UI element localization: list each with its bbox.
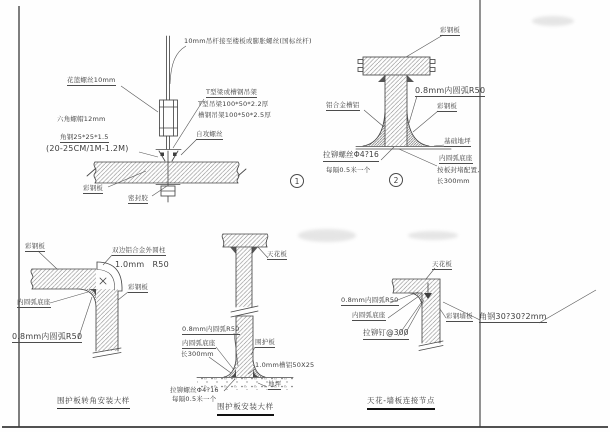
hex-nut-label: 六角螺帽12mm xyxy=(57,115,106,123)
joint-ceiling-label: 天花板 xyxy=(432,261,452,270)
detail5-leaders xyxy=(388,268,596,336)
arc-base-label: 内圆弧底座 xyxy=(439,155,473,164)
detail5-geometry xyxy=(392,279,443,351)
enclosure-panel-label: 围护板 xyxy=(255,339,275,348)
detail-1-number-badge: 1 xyxy=(290,174,304,188)
joint-angle-steel-label: 角钢30?30?2mm xyxy=(479,312,547,323)
floor-label: 地坪 xyxy=(268,381,281,390)
scan-smudge xyxy=(298,229,356,242)
floor-channel-label: 1.0mm槽铝50X25 xyxy=(255,361,315,369)
wall-arc-length-label: 长300mm xyxy=(181,350,214,358)
corner-post-label: 双边铝合金外圆柱 xyxy=(112,247,166,256)
corner-arc-label: 0.8mm内圆弧R50 xyxy=(12,332,82,343)
steel-panel-top-label: 彩钢板 xyxy=(440,27,460,36)
channel-spec-label: 槽钢吊架100*50*2.5厚 xyxy=(198,111,272,119)
arc-base-length-label: 长300mm xyxy=(437,177,470,185)
joint-arc-label: 0.8mm内圆弧R50 xyxy=(341,297,399,306)
inner-arc-label: 0.8mm内圆弧R50 xyxy=(415,86,485,97)
rivet-screw-label: 拉铆螺丝Φ4?16 xyxy=(323,151,379,162)
corner-panel-label: 彩钢板 xyxy=(25,243,45,252)
hanger-rod-label: 10mm吊杆接至楼板或膨胀螺丝(国标丝杆) xyxy=(184,37,312,45)
wall-rivet-label: 拉铆螺丝Φ4?16 xyxy=(170,386,219,394)
scan-smudge xyxy=(408,231,458,240)
ceiling-panel-label: 天花板 xyxy=(267,251,287,260)
hanger-title-label: T型梁或槽钢吊架 xyxy=(206,89,257,98)
detail-4-caption: 围护板安装大样 xyxy=(217,401,274,416)
corner-spec-label: 1.0mm R50 xyxy=(115,260,169,269)
corner-panel-right-label: 彩钢板 xyxy=(128,284,148,293)
detail-5-caption: 天花-墙板连接节点 xyxy=(367,395,435,410)
t-beam-spec-label: T型吊梁100*50*2.2厚 xyxy=(198,100,269,108)
joint-arc-base-label: 内圆弧底座 xyxy=(352,312,386,321)
arc-base-note-label: 按板封堵配置, xyxy=(437,166,480,174)
detail-3-caption: 围护板转角安装大样 xyxy=(57,395,130,409)
corner-arc-base-label: 内圆弧底座 xyxy=(17,299,51,308)
detail1-geometry xyxy=(87,36,304,202)
steel-panel-right-label: 彩钢板 xyxy=(437,103,457,112)
rivet-spacing-label: 每隔0.5米一个 xyxy=(326,166,371,174)
alu-channel-label: 铝合金槽铝 xyxy=(326,102,360,111)
self-tapping-screw-label: 自攻螺丝 xyxy=(196,131,223,140)
angle-steel-label: 角钢25*25*1.5 xyxy=(60,134,109,143)
wall-rivet-spacing-label: 每隔0.5米一个 xyxy=(172,395,217,403)
turnbuckle-label: 花篮螺丝10mm xyxy=(67,77,116,86)
steel-panel-label: 彩钢板 xyxy=(83,185,103,194)
joint-rivet-label: 拉铆钉@300 xyxy=(363,329,409,340)
scan-smudge xyxy=(532,16,574,26)
wall-arc-base-label: 内圆弧底座 xyxy=(182,340,216,349)
detail-2-number-badge: 2 xyxy=(389,173,403,187)
base-floor-label: 基础地坪 xyxy=(444,138,471,147)
spacing-label: (20-25CM/1M-1.2M) xyxy=(46,144,129,153)
wall-arc-label: 0.8mm内圆弧R50 xyxy=(182,326,240,335)
wall-panel-label: 彩钢墙板 xyxy=(446,313,473,322)
sealant-label: 密封胶 xyxy=(128,195,148,204)
